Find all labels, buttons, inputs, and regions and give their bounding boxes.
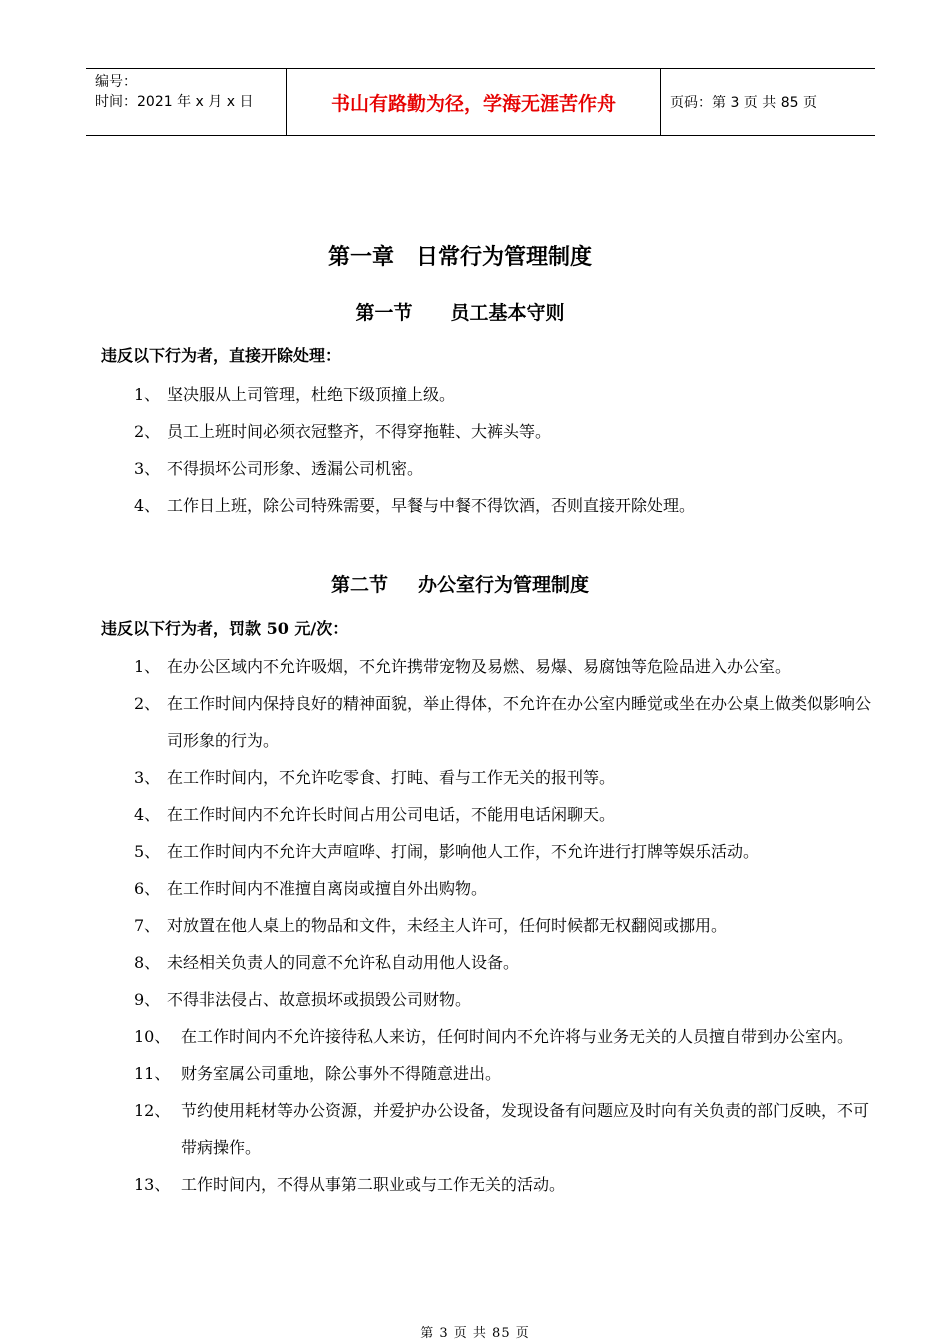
list-item-text: 不得损坏公司形象、透漏公司机密。 [167,459,424,478]
list-item [134,981,874,1018]
list-item [134,487,874,524]
list-item [134,413,874,450]
list-item [134,648,874,685]
list-item [134,685,874,759]
list-item [134,1055,874,1092]
section1-list [134,376,874,524]
list-item [134,376,874,413]
list-item [134,796,874,833]
list-item-number: 5、 [134,842,161,861]
list-item-text: 员工上班时间必须衣冠整齐，不得穿拖鞋、大裤头等。 [167,422,552,441]
list-item [134,1018,874,1055]
page-footer: 第 3 页 共 85 页 [420,1326,530,1341]
list-item [134,833,874,870]
list-item-number: 4、 [134,496,161,515]
list-item [134,450,874,487]
list-item-text: 在工作时间内不允许接待私人来访，任何时间内不允许将与业务无关的人员擅自带到办公室内。 [181,1027,854,1046]
list-item-number: 4、 [134,805,161,824]
list-item [134,1166,874,1203]
list-item-text: 未经相关负责人的同意不允许私自动用他人设备。 [167,953,520,972]
list-item-text: 坚决服从上司管理，杜绝下级顶撞上级。 [167,385,456,404]
section2-number: 第二节 [330,574,388,596]
list-item-number: 13、 [134,1175,171,1194]
list-item [134,870,874,907]
list-item-number: 2、 [134,694,161,713]
list-item-text: 对放置在他人桌上的物品和文件，未经主人许可，任何时候都无权翻阅或挪用。 [167,916,728,935]
list-item-text: 在工作时间内不准擅自离岗或擅自外出购物。 [167,879,488,898]
list-item-number: 8、 [134,953,161,972]
document-header [86,68,875,136]
list-item-number: 3、 [134,459,161,478]
list-item-text: 工作日上班，除公司特殊需要，早餐与中餐不得饮酒，否则直接开除处理。 [167,496,696,515]
list-item [134,907,874,944]
section1-number: 第一节 [355,302,413,324]
list-item-number: 11、 [134,1064,171,1083]
header-meta [86,69,287,135]
section2-list [134,648,874,1203]
list-item-number: 9、 [134,990,161,1009]
section1-title [0,298,920,325]
list-item [134,1092,874,1166]
list-item-text: 工作时间内，不得从事第二职业或与工作无关的活动。 [181,1175,566,1194]
list-item [134,944,874,981]
list-item-text: 财务室属公司重地，除公事外不得随意进出。 [181,1064,502,1083]
section2-title [0,570,920,597]
chapter-title: 第一章 日常行为管理制度 [327,244,592,270]
list-item [134,759,874,796]
list-item-number: 6、 [134,879,161,898]
header-page-info: 页码：第 3 页 共 85 页 [670,95,817,111]
list-item-number: 12、 [134,1101,171,1120]
section1-lead: 违反以下行为者，直接开除处理： [101,346,342,365]
list-item-number: 1、 [134,657,161,676]
list-item-text: 不得非法侵占、故意损坏或损毁公司财物。 [167,990,472,1009]
list-item-number: 10、 [134,1027,171,1046]
list-item-number: 3、 [134,768,161,787]
section2-lead: 违反以下行为者，罚款 50 元/次： [101,619,349,638]
header-motto: 书山有路勤为径，学海无涯苦作舟 [287,69,661,135]
list-item-number: 7、 [134,916,161,935]
list-item-number: 1、 [134,385,161,404]
list-item-text: 在工作时间内，不允许吃零食、打盹、看与工作无关的报刊等。 [167,768,616,787]
list-item-text: 节约使用耗材等办公资源，并爱护办公设备，发现设备有问题应及时向有关负责的部门反映，不可带病操作。 [181,1101,870,1157]
number-label: 编号： [95,74,137,90]
list-item-number: 2、 [134,422,161,441]
list-item-text: 在工作时间内不允许大声喧哗、打闹，影响他人工作，不允许进行打牌等娱乐活动。 [167,842,760,861]
list-item-text: 在办公区域内不允许吸烟，不允许携带宠物及易燃、易爆、易腐蚀等危险品进入办公室。 [167,657,792,676]
time-label: 时间：2021 年 x 月 x 日 [95,94,254,110]
list-item-text: 在工作时间内保持良好的精神面貌，举止得体，不允许在办公室内睡觉或坐在办公桌上做类似影响公司形象的行为。 [167,694,872,750]
list-item-text: 在工作时间内不允许长时间占用公司电话，不能用电话闲聊天。 [167,805,616,824]
section2-name: 办公室行为管理制度 [418,574,590,596]
section1-name: 员工基本守则 [450,302,565,324]
